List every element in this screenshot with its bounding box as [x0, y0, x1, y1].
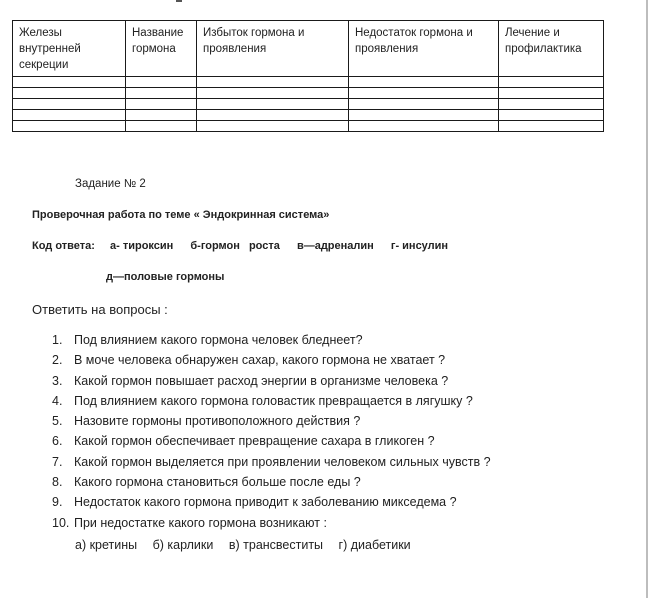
answer-option-c: в—адреналин	[296, 240, 374, 252]
task-label: Задание № 2	[75, 178, 146, 190]
table-cell[interactable]	[349, 77, 499, 88]
sub-option-b: б) карлики	[152, 538, 214, 552]
sub-option-c: в) трансвеститы	[228, 538, 324, 552]
table-header-row	[13, 21, 604, 77]
question-number: 10.	[52, 515, 70, 530]
table-cell[interactable]	[499, 110, 604, 121]
list-item	[52, 515, 491, 535]
header-deficiency: Недостаток гормона и проявления	[349, 21, 499, 77]
question-text: Под влиянием какого гормона человек бледнеет?	[74, 333, 363, 347]
header-treatment: Лечение и профилактика	[499, 21, 604, 77]
header-excess: Избыток гормона и проявления	[197, 21, 349, 77]
table-cell[interactable]	[197, 88, 349, 99]
question-number: 4.	[52, 393, 63, 408]
sub-option-d: г) диабетики	[338, 538, 411, 552]
table-cell[interactable]	[126, 88, 197, 99]
hormone-table	[12, 20, 604, 132]
table-cell[interactable]	[13, 99, 126, 110]
list-item	[52, 352, 491, 372]
question-text: Какой гормон обеспечивает превращение сахара в гликоген ?	[74, 434, 435, 449]
table-cell[interactable]	[197, 77, 349, 88]
table-cell[interactable]	[197, 99, 349, 110]
table-cell[interactable]	[126, 77, 197, 88]
answer-option-a: а- тироксин	[109, 240, 174, 252]
table-cell[interactable]	[126, 121, 197, 132]
question-number: 7.	[52, 454, 63, 469]
question-number: 3.	[52, 373, 63, 388]
table-cell[interactable]	[349, 110, 499, 121]
question-text: Какой гормон выделяется при проявлении человеком сильных чувств ?	[74, 454, 491, 469]
answer-option-b: б-гормон роста	[190, 240, 280, 252]
answer-code	[32, 240, 448, 252]
table-cell[interactable]	[349, 99, 499, 110]
page-edge-mark	[176, 0, 182, 2]
question-text: Какого гормона становиться больше после еды ?	[74, 475, 361, 490]
table-cell[interactable]	[499, 121, 604, 132]
table-row	[13, 110, 604, 121]
table-cell[interactable]	[126, 99, 197, 110]
list-item	[52, 494, 491, 514]
list-item	[52, 433, 491, 453]
answer-code-label: Код ответа:	[32, 240, 95, 252]
header-hormone-name: Название гормона	[126, 21, 197, 77]
table-cell[interactable]	[349, 121, 499, 132]
question-list	[52, 332, 491, 535]
table-cell[interactable]	[126, 110, 197, 121]
table-cell[interactable]	[13, 88, 126, 99]
table-cell[interactable]	[13, 77, 126, 88]
question-number: 9.	[52, 495, 63, 510]
list-item	[52, 393, 491, 413]
answer-option-g: г- инсулин	[390, 240, 449, 252]
test-title: Проверочная работа по теме « Эндокринная система»	[32, 209, 330, 221]
table-row	[13, 121, 604, 132]
table-cell[interactable]	[13, 121, 126, 132]
question-number: 6.	[52, 434, 63, 449]
sub-option-a: а) кретины	[75, 538, 138, 552]
question-text: Под влиянием какого гормона головастик превращается в лягушку ?	[74, 393, 473, 408]
question-number: 2.	[52, 353, 63, 368]
question-text: В моче человека обнаружен сахар, какого гормона не хватает ?	[74, 353, 446, 368]
table-row	[13, 77, 604, 88]
answer-option-d: д—половые гормоны	[106, 271, 225, 283]
list-item	[52, 413, 491, 433]
question-text: Назовите гормоны противоположного действия ?	[74, 414, 361, 429]
table-cell[interactable]	[499, 99, 604, 110]
table-cell[interactable]	[499, 77, 604, 88]
table-cell[interactable]	[197, 121, 349, 132]
table-row	[13, 99, 604, 110]
header-glands: Железы внутренней секреции	[13, 21, 126, 77]
question-text: Какой гормон повышает расход энергии в организме человека ?	[74, 373, 449, 388]
table-cell[interactable]	[197, 110, 349, 121]
instruction: Ответить на вопросы :	[32, 302, 168, 317]
table-cell[interactable]	[349, 88, 499, 99]
table-row	[13, 88, 604, 99]
list-item	[52, 454, 491, 474]
table-cell[interactable]	[499, 88, 604, 99]
list-item	[52, 474, 491, 494]
question-text: При недостатке какого гормона возникают :	[74, 515, 327, 530]
question-number: 1.	[52, 333, 63, 347]
list-item	[52, 332, 491, 352]
question-number: 8.	[52, 475, 63, 490]
table-cell[interactable]	[13, 110, 126, 121]
list-item	[52, 373, 491, 393]
question-text: Недостаток какого гормона приводит к заболеванию микседема ?	[74, 495, 457, 510]
sub-options	[75, 538, 423, 552]
question-number: 5.	[52, 414, 63, 429]
